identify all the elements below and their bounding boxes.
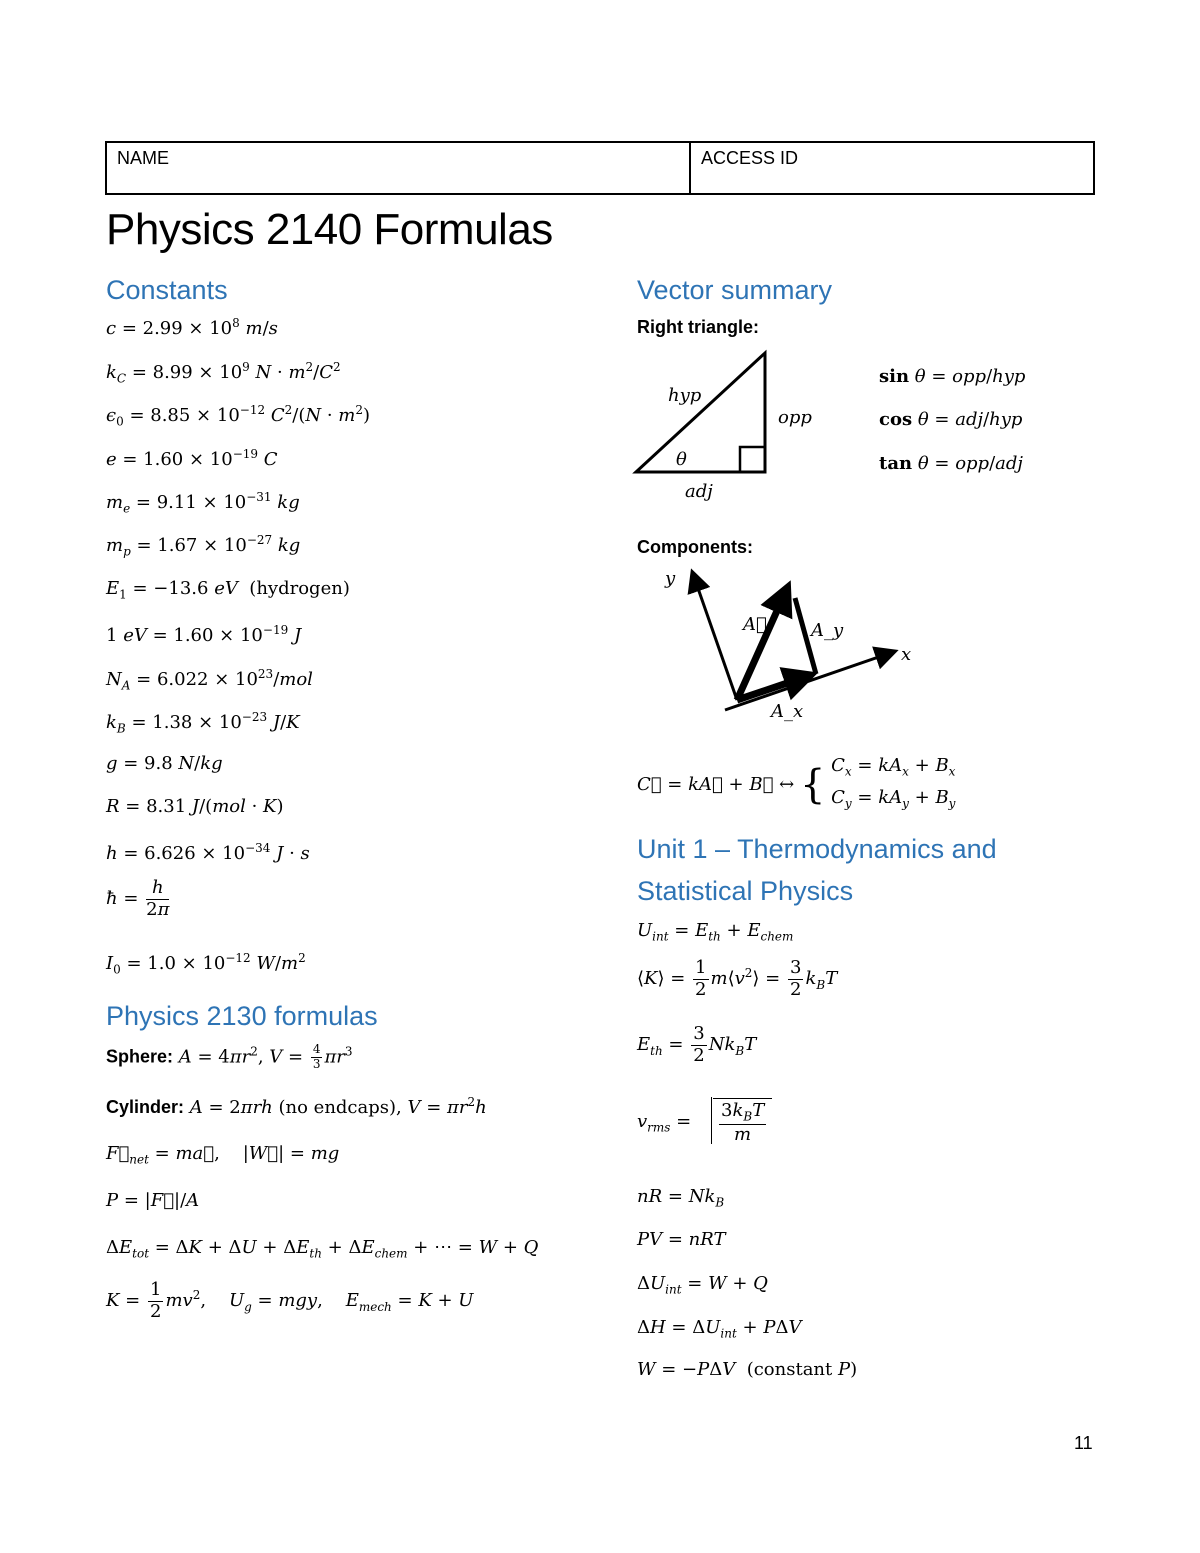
vector-summary-heading: Vector summary bbox=[637, 275, 833, 305]
x-axis bbox=[725, 652, 893, 710]
page-title: Physics 2140 Formulas bbox=[106, 205, 553, 254]
access-id-label: ACCESS ID bbox=[701, 148, 799, 168]
constant-mp: $m_p = 1.67 \times 10^{-27}$ kg bbox=[106, 533, 301, 559]
mechanical-energy-formula: K = $\frac{1}{2}$ $mv^2$, $U_g$ = mgy, $E_{mech} = K + U$ bbox=[106, 1279, 474, 1322]
right-triangle-diagram bbox=[630, 345, 830, 505]
constant-e: $e = 1.60 \times 10^{-19}$ C bbox=[106, 447, 278, 470]
constant-kb: $k_B = 1.38 \times 10^{-23}$ J/K bbox=[106, 710, 300, 736]
unit1-heading-line1: Unit 1 – Thermodynamics and bbox=[637, 834, 997, 864]
constant-na: $N_A = 6.022 \times 10^{23}/mol$ bbox=[106, 667, 313, 693]
unit1-enthalpy: $\Delta H = \Delta U_{int} + P\Delta V$ bbox=[637, 1317, 802, 1341]
label-x-axis: x bbox=[901, 644, 912, 665]
unit1-nr: nR = $Nk_B$ bbox=[637, 1186, 725, 1210]
unit1-work: W = −PΔV (constant P) bbox=[637, 1359, 858, 1380]
constant-c: $c = 2.99 \times 10^8$ m/s bbox=[106, 316, 278, 339]
unit1-heading-line2: Statistical Physics bbox=[637, 876, 854, 906]
header-table bbox=[105, 141, 1095, 195]
unit1-average-ke: ⟨K⟩ = $\frac{1}{2}$ $m⟨v^2⟩$ = $\frac{3}{2}$ $k_BT$ bbox=[637, 957, 838, 1000]
constant-r: R = 8.31 J/(mol · K) bbox=[106, 796, 284, 817]
triangle-shape bbox=[636, 353, 765, 472]
triangle-label-adj: adj bbox=[685, 481, 713, 502]
right-angle-marker bbox=[740, 447, 765, 472]
right-triangle-label: Right triangle: bbox=[637, 317, 759, 337]
name-field[interactable] bbox=[107, 143, 691, 193]
trig-cos: cos θ = adj/hyp bbox=[879, 409, 1023, 430]
access-id-field[interactable] bbox=[691, 143, 1093, 193]
label-vector-a: A⃗ bbox=[743, 614, 767, 635]
unit1-ideal-gas: PV = nRT bbox=[637, 1229, 726, 1250]
triangle-label-opp: opp bbox=[778, 407, 812, 428]
components-label: Components: bbox=[637, 537, 753, 557]
pressure-formula: P = |F⃗|/A bbox=[106, 1190, 200, 1211]
physics2130-heading: Physics 2130 formulas bbox=[106, 1001, 378, 1031]
components-diagram bbox=[655, 560, 915, 725]
y-axis bbox=[693, 574, 737, 700]
unit1-vrms: $v_{rms}$ = $\frac{3k_BT}{m}$ bbox=[637, 1098, 772, 1146]
label-ax: A_x bbox=[771, 701, 804, 722]
unit1-first-law: $\Delta U_{int} = W + Q$ bbox=[637, 1273, 768, 1297]
unit1-internal-energy: $U_{int} = E_{th} + E_{chem}$ bbox=[637, 920, 794, 944]
constant-g: g = 9.8 N/kg bbox=[106, 753, 223, 774]
label-y-axis: y bbox=[665, 568, 676, 589]
trig-sin: sin θ = opp/hyp bbox=[879, 366, 1026, 387]
newton-weight-formula: $F⃗_{net}$ = ma⃗, |W⃗| = mg bbox=[106, 1143, 340, 1167]
name-label: NAME bbox=[117, 148, 170, 168]
cylinder-formula: Cylinder: A = 2πrh (no endcaps), $V = \pi r^2h$ bbox=[106, 1095, 487, 1118]
vector-sum-formula: C⃗ = kA⃗ + B⃗ ↔ { $C_x = kA_x + B_x$ $C_y = kA_y + B_y$ bbox=[637, 755, 956, 811]
constants-heading: Constants bbox=[106, 275, 228, 305]
constant-ev: 1 eV = $1.60 \times 10^{-19}$ J bbox=[106, 623, 302, 646]
constant-e1: $E_1 = -13.6$ eV (hydrogen) bbox=[106, 578, 350, 602]
constant-epsilon0: $\epsilon_0 = 8.85 \times 10^{-12}$ $C^2/(N \cdot m^2)$ bbox=[106, 403, 371, 429]
constant-kc: $k_C = 8.99 \times 10^9$ $N \cdot m^2/C^2$ bbox=[106, 360, 341, 386]
triangle-label-theta: θ bbox=[676, 449, 687, 470]
constant-hbar: ħ = $\frac{h}{2\pi}$ bbox=[106, 877, 170, 920]
constant-h: $h = 6.626 \times 10^{-34}$ J · s bbox=[106, 841, 310, 864]
constant-i0: $I_0 = 1.0 \times 10^{-12}$ $W/m^2$ bbox=[106, 951, 306, 977]
constant-me: $m_e = 9.11 \times 10^{-31}$ kg bbox=[106, 490, 300, 516]
label-ay: A_y bbox=[811, 620, 844, 641]
sphere-formula: Sphere: $A = 4\pi r^2$, V = $\frac{4}{3}$ $\pi r^3$ bbox=[106, 1042, 353, 1071]
unit1-thermal-energy: $E_{th}$ = $\frac{3}{2}$ $Nk_BT$ bbox=[637, 1023, 757, 1066]
energy-formula: $\Delta E_{tot} = \Delta K + \Delta U + \Delta E_{th} + \Delta E_{chem}$ + ⋯ = W + Q bbox=[106, 1237, 539, 1261]
page-number: 11 bbox=[1074, 1433, 1093, 1453]
triangle-label-hyp: hyp bbox=[668, 385, 702, 406]
trig-tan: tan θ = opp/adj bbox=[879, 453, 1023, 474]
